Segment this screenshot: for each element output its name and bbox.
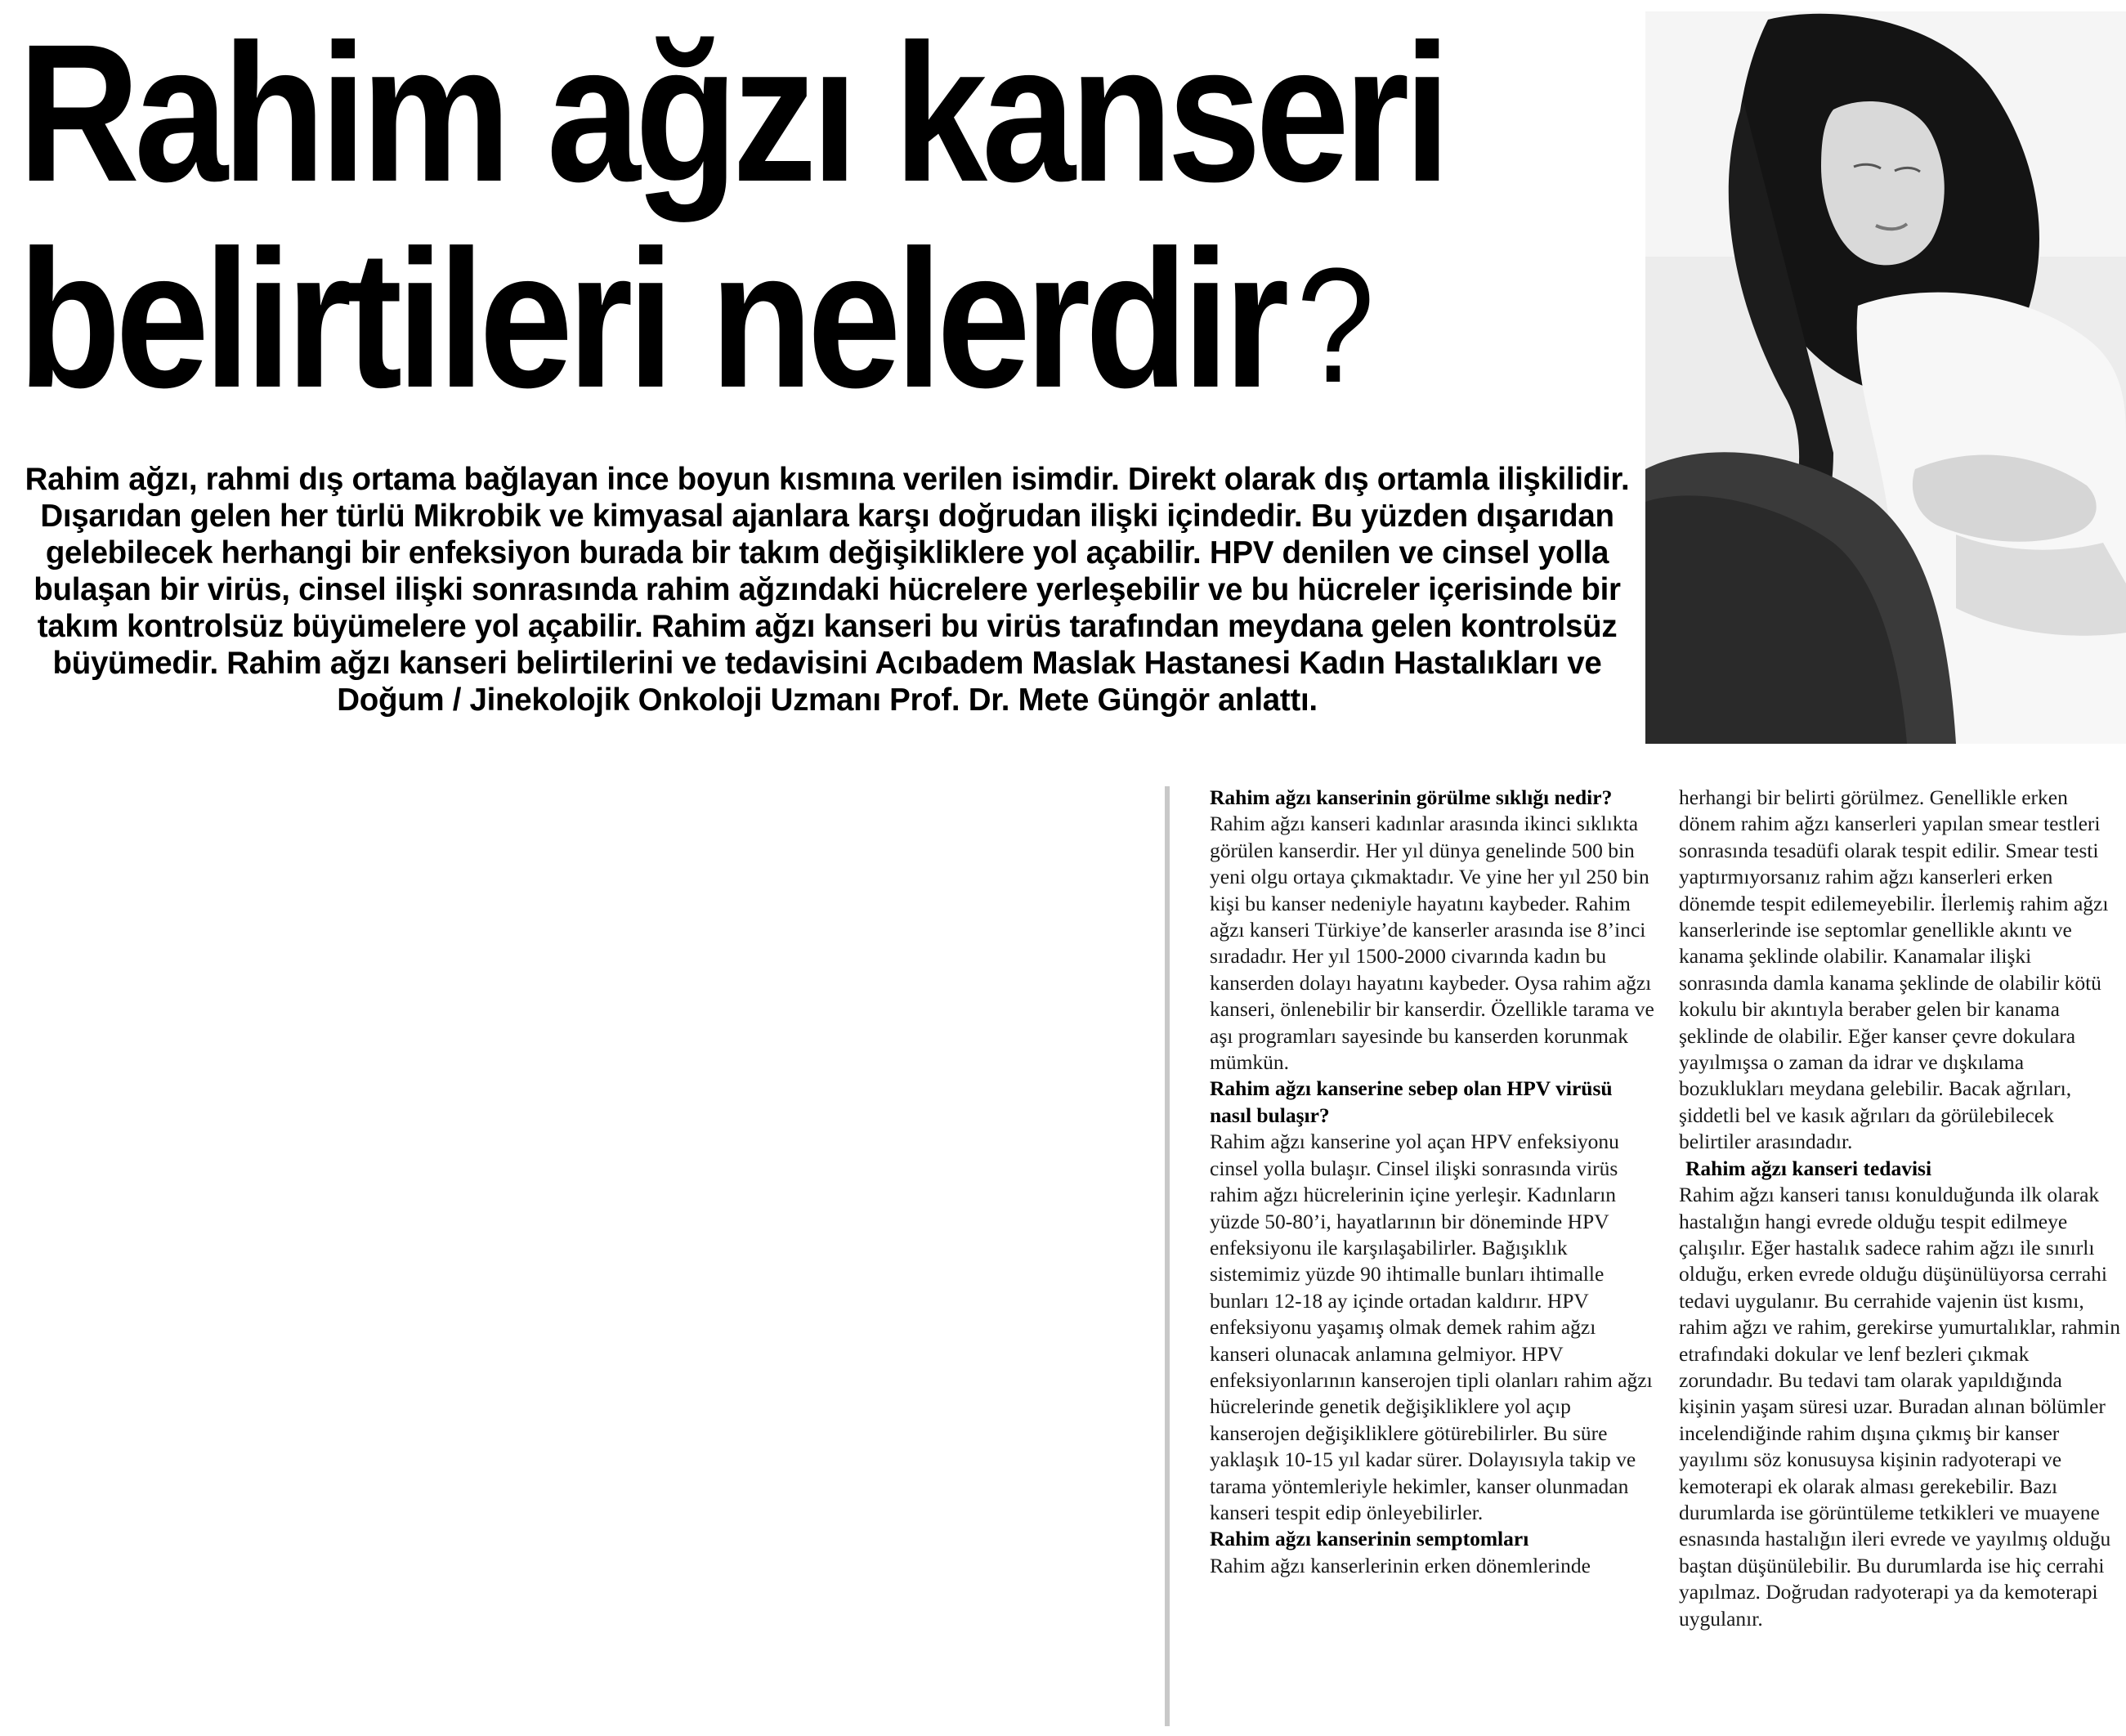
- article-column-left: [1210, 785, 1655, 1579]
- headline-line-1: Rahim ağzı kanseri: [18, 3, 1445, 222]
- subheading-frequency: Rahim ağzı kanserinin görülme sıklığı nedir?: [1210, 785, 1613, 809]
- woman-holding-stomach-photo: [1645, 11, 2126, 744]
- paragraph-frequency: Rahim ağzı kanseri kadınlar arasında ikinci sıklıkta görülen kanserdir. Her yıl dünya genelinde 500 bin yeni olgu ortaya çıkmaktadır. Ve yine her yıl 250 bin kişi bu kanser nedeniyle hayatını kaybeder. Rahim ağzı kanseri Türkiye’de kanserler arasında ise 8’inci sıradadır. Her yıl 1500-2000 civarında kadın bu kanserden dolayı hayatını kaybeder. Oysa rahim ağzı kanseri, önlenebilir bir kanserdir. Özellikle tarama ve aşı programları sayesinde bu kanserden korunmak mümkün.: [1210, 812, 1654, 1075]
- subheading-symptoms: Rahim ağzı kanserinin semptomları: [1210, 1527, 1529, 1551]
- headline-line-2: belirtileri nelerdir: [18, 209, 1284, 428]
- article-body: [1202, 785, 2126, 1725]
- article-column-right: [1679, 785, 2120, 1632]
- article-lead: Rahim ağzı, rahmi dış ortama bağlayan ince boyun kısmına verilen isimdir. Direkt olarak dış ortamla ilişkilidir. Dışarıdan gelen her türlü Mikrobik ve kimyasal ajanlara karşı doğrudan ilişki içindedir. Bu yüzden dışarıdan gelebilecek herhangi bir enfeksiyon burada bir takım değişikliklere yol açabilir. HPV denilen ve cinsel yolla bulaşan bir virüs, cinsel ilişki sonrasında rahim ağzındaki hücrelere yerleşebilir ve bu hücreler içerisinde bir takım kontrolsüz büyümelere yol açabilir. Rahim ağzı kanseri bu virüs tarafından meydana gelen kontrolsüz büyümedir. Rahim ağzı kanseri belirtilerini ve tedavisini Acıbadem Maslak Hastanesi Kadın Hastalıkları ve Doğum / Jinekolojik Onkoloji Uzmanı Prof. Dr. Mete Güngör anlattı.: [25, 462, 1630, 718]
- paragraph-treatment: Rahim ağzı kanseri tanısı konulduğunda ilk olarak hastalığın hangi evrede olduğu tespit edilmeye çalışılır. Eğer hastalık sadece rahim ağzı ile sınırlı olduğu, erken evrede olduğu düşünülüyorsa cerrahi tedavi uygulanır. Bu cerrahide vajenin üst kısmı, rahim ağzı ve rahim, gerekirse yumurtalıklar, rahmin etrafındaki dokular ve lenf bezleri çıkmak zorundadır. Bu tedavi tam olarak yapıldığında kişinin yaşam süresi uzar. Buradan alınan bölümler incelendiğinde rahim dışına çıkmış bir kanser yayılımı söz konusuysa kişinin radyoterapi ve kemoterapi ek olarak alması gerekebilir. Bazı durumlarda ise görüntüleme tetkikleri ve muayene esnasında hastalığın ileri evrede ve yayılmış olduğu baştan düşünülebilir. Bu durumlarda ise hiç cerrahi yapılmaz. Doğrudan radyoterapi ya da kemoterapi uygulanır.: [1679, 1183, 2120, 1631]
- paragraph-symptoms-start: Rahim ağzı kanserlerinin erken dönemlerinde: [1210, 1553, 1591, 1577]
- headline: [18, 3, 1445, 429]
- column-divider: [1165, 786, 1170, 1726]
- subheading-hpv: Rahim ağzı kanserine sebep olan HPV virüsü nasıl bulaşır?: [1210, 1076, 1613, 1127]
- paragraph-hpv: Rahim ağzı kanserine yol açan HPV enfeksiyonu cinsel yolla bulaşır. Cinsel ilişki sonrasında virüs rahim ağzı hücrelerinin içine yerleşir. Kadınların yüzde 50-80’i, hayatlarının bir döneminde HPV enfeksiyonu ile karşılaşabilirler. Bağışıklık sistemimiz yüzde 90 ihtimalle bunları ihtimalle bunları 12-18 ay içinde ortadan kaldırır. HPV enfeksiyonu yaşamış olmak demek rahim ağzı kanseri olunacak anlamına gelmiyor. HPV enfeksiyonlarının kanserojen tipli olanları rahim ağzı hücrelerinde genetik değişikliklere yol açıp kanserojen değişikliklere götürebilirler. Bu süre yaklaşık 10-15 yıl kadar sürer. Dolayısıyla takip ve tarama yöntemleriyle hekimler, kanser olunmadan kanseri tespit edip önleyebilirler.: [1210, 1130, 1653, 1524]
- photo-illustration: [1645, 11, 2126, 744]
- paragraph-symptoms-cont: herhangi bir belirti görülmez. Genellikle erken dönem rahim ağzı kanserleri yapılan smear testleri sonrasında tesadüfi olarak tespit edilir. Smear testi yaptırmıyorsanız rahim ağzı kanserleri erken dönemde tespit edilemeyebilir. İlerlemiş rahim ağzı kanserlerinde ise septomlar genellikle akıntı ve kanama şeklinde olabilir. Kanamalar ilişki sonrasında damla kanama şeklinde de olabilir kötü kokulu bir akıntıyla beraber gelen bir kanama şeklinde de olabilir. Eğer kanser çevre dokulara yayılmışsa o zaman da idrar ve dışkılama bozuklukları meydana gelebilir. Bacak ağrıları, şiddetli bel ve kasık ağrıları da görülebilecek belirtiler arasındadır.: [1679, 785, 2109, 1154]
- subheading-treatment: Rahim ağzı kanseri tedavisi: [1685, 1156, 1932, 1180]
- headline-question-mark: ?: [1296, 235, 1375, 417]
